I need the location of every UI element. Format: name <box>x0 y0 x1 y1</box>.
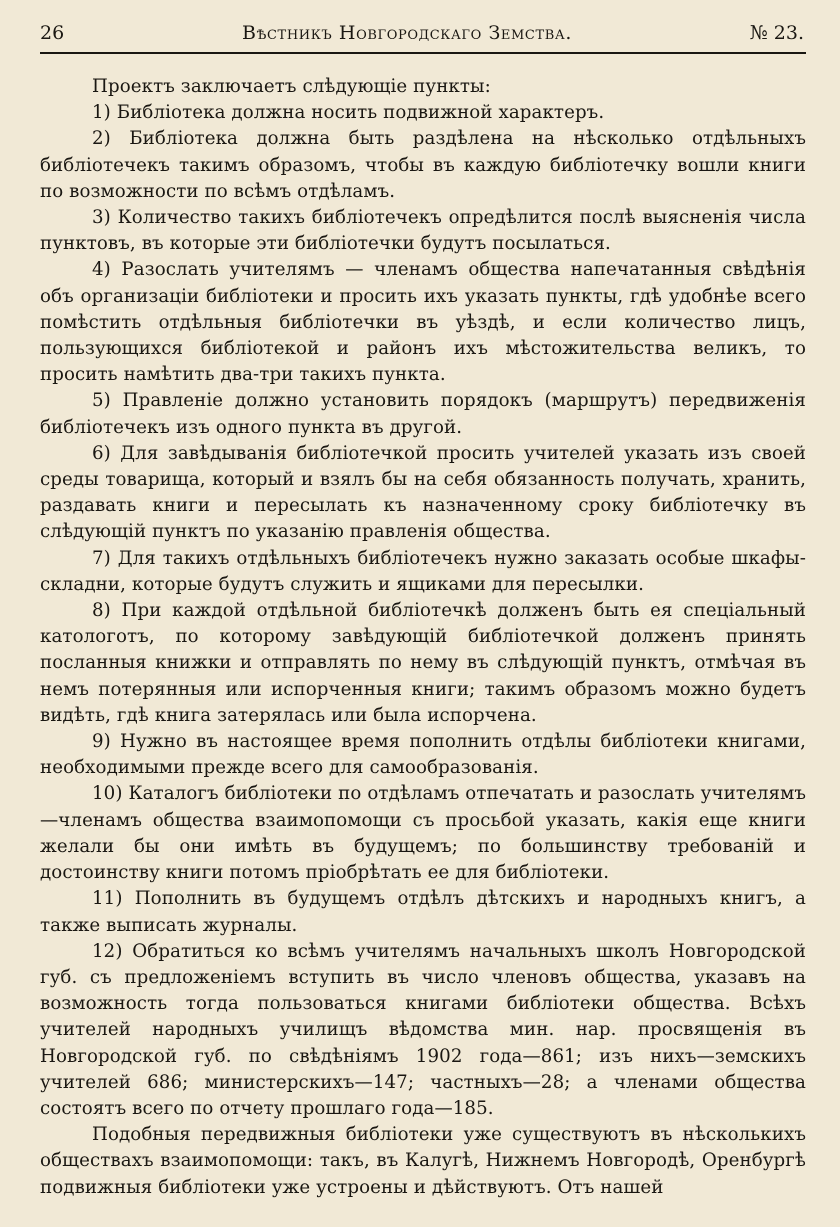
item-10: 10) Каталогъ библіотеки по отдѣламъ отпечатать и разослать учителямъ—членамъ общества взаимопомощи съ просьбой указать, какія еще книги желали бы они имѣть въ будущемъ; по большинству требованій и достоинству книги потомъ пріобрѣтать ее для библіотеки. <box>40 783 806 884</box>
issue-number: № 23. <box>749 22 804 44</box>
header-rule <box>40 52 806 54</box>
item-4: 4) Разослать учителямъ — членамъ общества напечатанныя свѣдѣнія объ организаціи библіотеки и просить ихъ указать пункты, гдѣ удобнѣе всего помѣстить отдѣльныя библіотечки въ уѣздѣ, и если количество лицъ, пользующихся библіотекой и районъ ихъ мѣстожительства великъ, то просить намѣтить два-три такихъ пункта. <box>40 259 806 386</box>
item-9: 9) Нужно въ настоящее время пополнить отдѣлы библіотеки книгами, необходимыми прежде всего для самообразованія. <box>40 731 806 779</box>
page-number: 26 <box>40 22 65 44</box>
article-body <box>40 74 806 1201</box>
item-1: 1) Библіотека должна носить подвижной характеръ. <box>92 102 605 124</box>
item-7: 7) Для такихъ отдѣльныхъ библіотечекъ нужно заказать особые шкафы-складни, которые будутъ служить и ящиками для пересылки. <box>40 547 806 595</box>
journal-title: Вѣстникъ Новгородскаго Земства. <box>241 22 572 44</box>
intro-paragraph: Проектъ заключаетъ слѣдующіе пункты: <box>92 76 491 97</box>
item-12: 12) Обратиться ко всѣмъ учителямъ начальныхъ школъ Новгородской губ. съ предложеніемъ вступить въ число членовъ общества, указавъ на возможность тогда пользоваться книгами библіотеки общества. Всѣхъ учителей народныхъ училищъ вѣдомства мин. нар. просвященія въ Новгородской губ. по свѣдѣніямъ 1902 года—861; изъ нихъ—земскихъ учителей 686; министерскихъ—147; частныхъ—28; а членами общества состоятъ всего по отчету прошлаго года—185. <box>40 940 806 1119</box>
item-5: 5) Правленіе должно установить порядокъ (маршрутъ) передвиженія библіотечекъ изъ одного пункта въ другой. <box>40 390 806 438</box>
item-2: 2) Библіотека должна быть раздѣлена на нѣсколько отдѣльныхъ библіотечекъ такимъ образомъ, чтобы въ каждую библіотечку вошли книги по возможности по всѣмъ отдѣламъ. <box>40 128 806 202</box>
item-8: 8) При каждой отдѣльной библіотечкѣ долженъ быть ея спеціальный катологотъ, по которому завѣдующій библіотечкой долженъ принять посланныя книжки и отправлять по нему въ слѣдующій пунктъ, отмѣчая въ немъ потерянныя или испорченныя книги; такимъ образомъ можно будетъ видѣть, гдѣ книга затерялась или была испорчена. <box>40 600 806 726</box>
running-header <box>40 22 806 50</box>
item-3: 3) Количество такихъ библіотечекъ опредѣлится послѣ выясненія числа пунктовъ, въ которые эти библіотечки будутъ посылаться. <box>40 207 806 255</box>
item-6: 6) Для завѣдыванія библіотечкой просить учителей указать изъ своей среды товарища, который и взялъ бы на себя обязанность получать, хранить, раздавать книги и пересылать къ назначенному сроку библіотечку въ слѣдующій пунктъ по указанію правленія общества. <box>40 442 806 543</box>
closing-paragraph: Подобныя передвижныя библіотеки уже существуютъ въ нѣсколькихъ обществахъ взаимопомощи: такъ, въ Калугѣ, Нижнемъ Новгородѣ, Оренбургѣ подвижныя библіотеки уже устроены и дѣйствуютъ. Отъ нашей <box>40 1124 806 1198</box>
item-11: 11) Пополнить въ будущемъ отдѣлъ дѣтскихъ и народныхъ книгъ, а также выписать журналы. <box>40 888 806 936</box>
